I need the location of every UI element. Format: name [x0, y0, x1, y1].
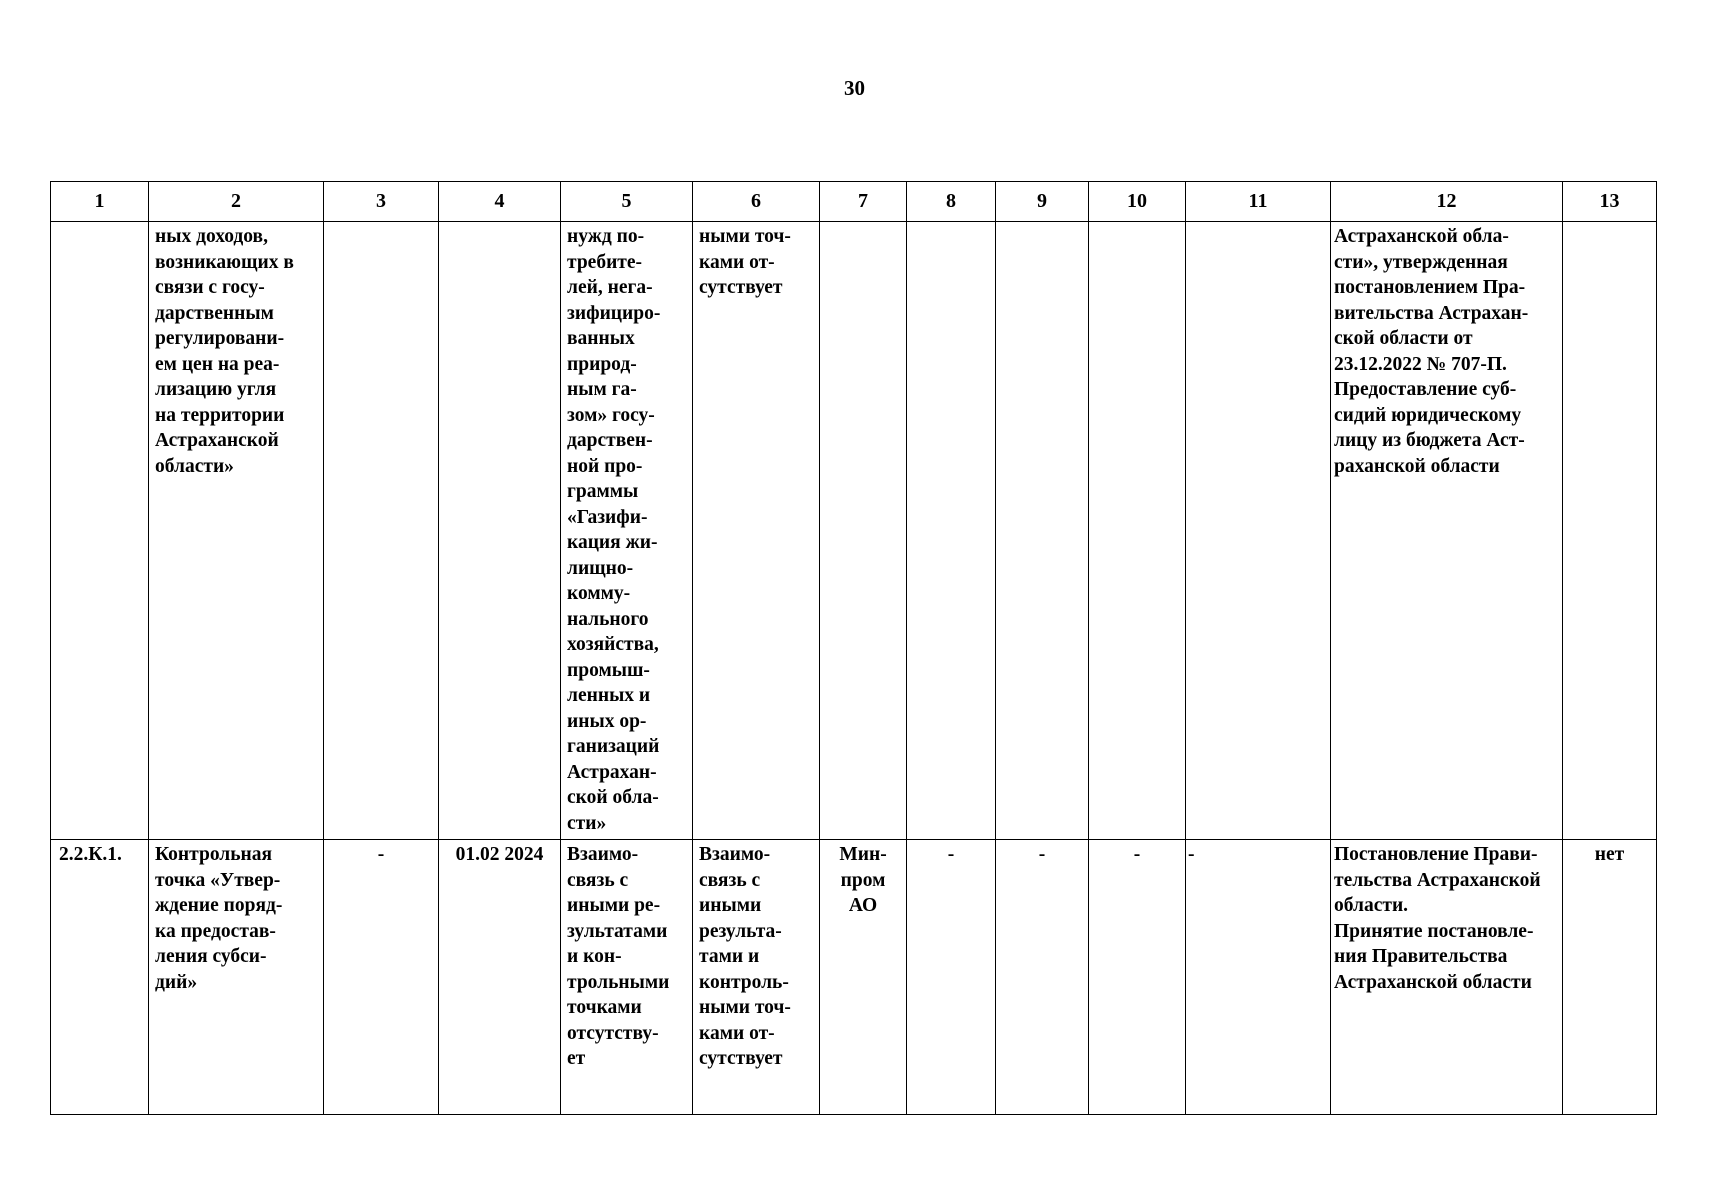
table-cell [439, 222, 561, 840]
column-header: 11 [1186, 182, 1331, 222]
column-header: 5 [561, 182, 693, 222]
table-cell: нужд по- требите- лей, нега- зифициро- ванных природ- ным га- зом» госу- дарствен- ной про- граммы «Газифи- кация жи- лищно- комму- нального хозяйства, промыш- ленных и иных ор- ганизаций Астрахан- ской обла- сти» [561, 222, 693, 840]
column-header: 7 [820, 182, 907, 222]
column-header: 10 [1089, 182, 1186, 222]
table-header-row [51, 182, 1657, 222]
table-cell [1089, 222, 1186, 840]
table-cell: - [324, 840, 439, 1115]
table-cell: - [996, 840, 1089, 1115]
column-header: 4 [439, 182, 561, 222]
column-header: 6 [693, 182, 820, 222]
table-cell: Астраханской обла- сти», утвержденная постановлением Пра- вительства Астрахан- ской области от 23.12.2022 № 707-П. Предоставление суб- сидий юридическому лицу из бюджета Аст- раханской области [1331, 222, 1563, 840]
table-cell [324, 222, 439, 840]
column-header: 9 [996, 182, 1089, 222]
table-cell: - [1186, 840, 1331, 1115]
table-cell [820, 222, 907, 840]
table-cell: Мин- пром АО [820, 840, 907, 1115]
table-cell [51, 222, 149, 840]
document-table [50, 181, 1657, 1115]
table-cell: 2.2.К.1. [51, 840, 149, 1115]
table-cell [907, 222, 996, 840]
table-cell: - [907, 840, 996, 1115]
table-cell [996, 222, 1089, 840]
column-header: 12 [1331, 182, 1563, 222]
column-header: 8 [907, 182, 996, 222]
table-cell: Контрольная точка «Утвер- ждение поряд- ка предостав- ления субси- дий» [149, 840, 324, 1115]
table-cell: Взаимо- связь с иными результа- тами и контроль- ными точ- ками от- сутствует [693, 840, 820, 1115]
table-cell: Постановление Прави- тельства Астраханской области. Принятие постановле- ния Правительства Астраханской области [1331, 840, 1563, 1115]
column-header: 3 [324, 182, 439, 222]
table-cell: ными точ- ками от- сутствует [693, 222, 820, 840]
table-cell [1186, 222, 1331, 840]
table-cell: Взаимо- связь с иными ре- зультатами и кон- трольными точками отсутству- ет [561, 840, 693, 1115]
column-header: 13 [1563, 182, 1657, 222]
table-row [51, 840, 1657, 1115]
table-cell: нет [1563, 840, 1657, 1115]
table-cell: - [1089, 840, 1186, 1115]
table-cell [1563, 222, 1657, 840]
page-number: 30 [844, 76, 865, 100]
table-cell: ных доходов, возникающих в связи с госу- дарственным регулировани- ем цен на реа- лизацию угля на территории Астраханской области» [149, 222, 324, 840]
table-row [51, 222, 1657, 840]
column-header: 1 [51, 182, 149, 222]
table-cell: 01.02 2024 [439, 840, 561, 1115]
column-header: 2 [149, 182, 324, 222]
